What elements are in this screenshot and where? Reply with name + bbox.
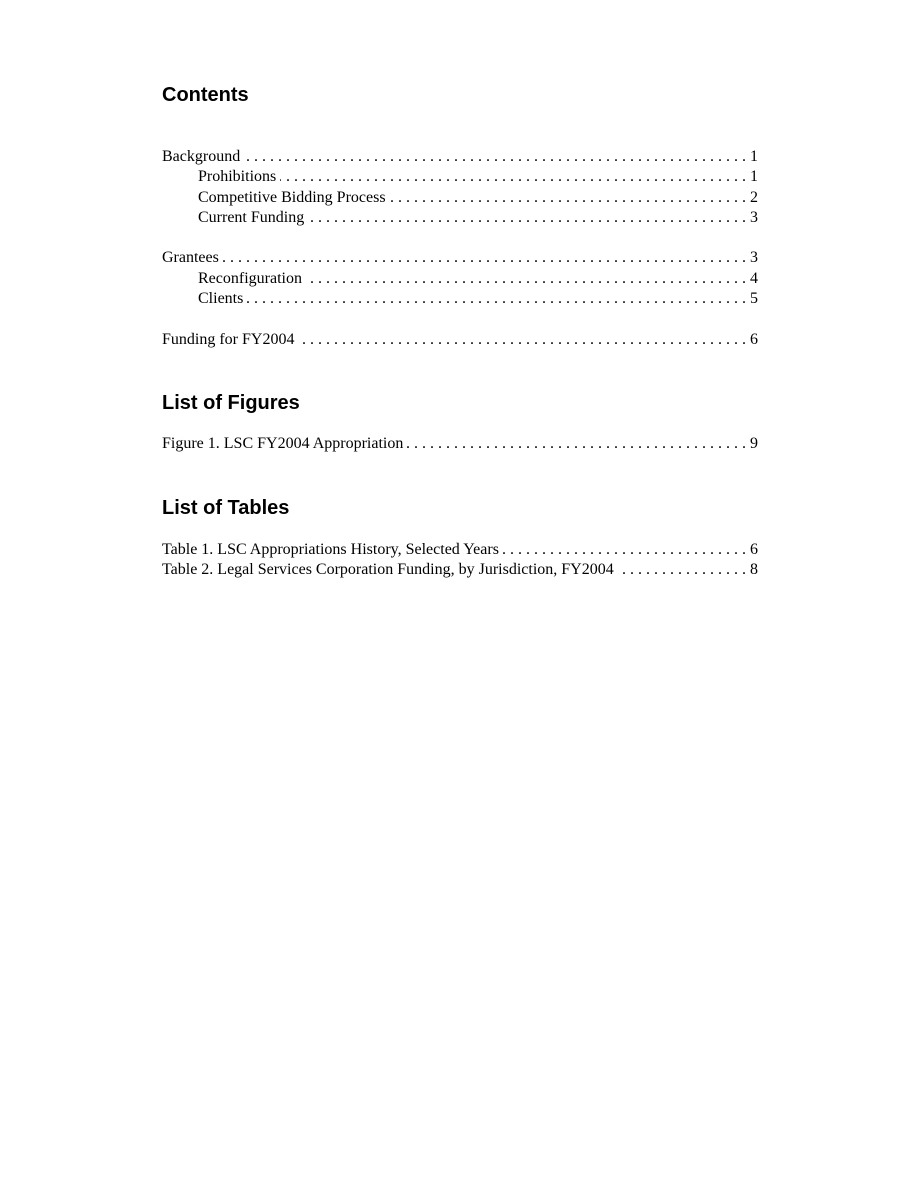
toc-entry-background[interactable] — [162, 147, 758, 167]
table-entry-page: 8 — [746, 560, 758, 580]
toc-entry-title: Current Funding — [198, 208, 308, 228]
contents-list — [162, 147, 758, 350]
table-entry[interactable] — [162, 540, 758, 560]
toc-entry-page: 3 — [746, 248, 758, 268]
toc-entry-title: Prohibitions — [198, 167, 280, 187]
toc-entry-prohibitions[interactable] — [162, 167, 758, 187]
toc-entry-title: Background — [162, 147, 244, 167]
toc-entry-page: 1 — [746, 167, 758, 187]
figure-entry[interactable] — [162, 434, 758, 454]
toc-entry-page: 5 — [746, 289, 758, 309]
toc-entry-grantees[interactable] — [162, 248, 758, 268]
dot-leader — [503, 540, 746, 560]
list-of-figures-heading: List of Figures — [162, 392, 300, 414]
toc-entry-page: 1 — [746, 147, 758, 167]
contents-heading: Contents — [162, 84, 249, 106]
toc-entry-page: 6 — [746, 330, 758, 350]
dot-leader — [247, 289, 746, 309]
table-entry-title: Table 2. Legal Services Corporation Funding, by Jurisdiction, FY2004 — [162, 560, 618, 580]
toc-entry-funding-fy2004[interactable] — [162, 330, 758, 350]
list-of-tables-heading: List of Tables — [162, 497, 290, 519]
dot-leader — [618, 560, 746, 580]
figure-entry-title: Figure 1. LSC FY2004 Appropriation — [162, 434, 407, 454]
toc-entry-title: Reconfiguration — [198, 269, 306, 289]
toc-entry-reconfiguration[interactable] — [162, 269, 758, 289]
figure-entry-page: 9 — [746, 434, 758, 454]
toc-entry-current-funding[interactable] — [162, 208, 758, 228]
toc-entry-competitive-bidding[interactable] — [162, 188, 758, 208]
tables-list — [162, 540, 758, 581]
dot-leader — [308, 208, 746, 228]
toc-entry-clients[interactable] — [162, 289, 758, 309]
toc-entry-title: Clients — [198, 289, 247, 309]
toc-entry-title: Competitive Bidding Process — [198, 188, 390, 208]
dot-leader — [298, 330, 746, 350]
dot-leader — [280, 167, 746, 187]
toc-entry-page: 4 — [746, 269, 758, 289]
table-entry[interactable] — [162, 560, 758, 580]
dot-leader — [407, 434, 746, 454]
dot-leader — [223, 248, 746, 268]
toc-entry-page: 2 — [746, 188, 758, 208]
table-entry-page: 6 — [746, 540, 758, 560]
table-entry-title: Table 1. LSC Appropriations History, Selected Years — [162, 540, 503, 560]
toc-entry-title: Grantees — [162, 248, 223, 268]
dot-leader — [390, 188, 746, 208]
dot-leader — [306, 269, 746, 289]
dot-leader — [244, 147, 746, 167]
figures-list — [162, 434, 758, 454]
toc-entry-page: 3 — [746, 208, 758, 228]
toc-entry-title: Funding for FY2004 — [162, 330, 298, 350]
